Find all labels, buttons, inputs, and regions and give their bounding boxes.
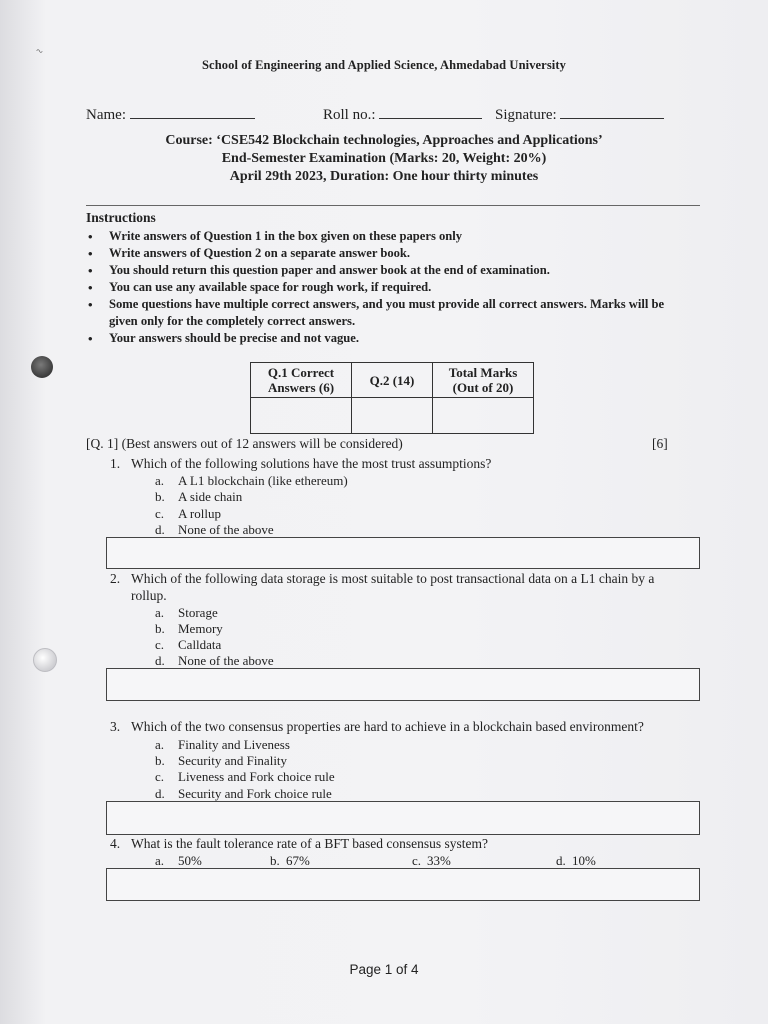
option-text: 33%	[427, 853, 451, 868]
option-letter: d.	[155, 786, 165, 801]
option-text: Calldata	[178, 637, 222, 652]
option-letter: c.	[155, 506, 165, 521]
q1-heading	[86, 436, 403, 452]
exam-date: April 29th 2023, Duration: One hour thirty minutes	[229, 169, 539, 184]
instruction-item: • Write answers of Question 1 in the box given on these papers only	[88, 228, 688, 245]
name-label: Name:	[86, 107, 126, 123]
option-letter: b.	[270, 853, 280, 868]
marks-header-q2: Q.2 (14)	[352, 363, 433, 398]
option-text: None of the above	[178, 653, 274, 668]
question-text-cont: rollup.	[131, 588, 167, 603]
option-letter: d.	[556, 853, 566, 868]
answer-box-2[interactable]	[106, 668, 700, 701]
answer-box-1[interactable]	[106, 537, 700, 569]
q1-note: (Best answers out of 12 answers will be considered)	[121, 436, 403, 451]
punch-hole-bottom	[33, 648, 57, 672]
option-text: Security and Finality	[178, 753, 288, 768]
roll-blank	[379, 106, 482, 119]
roll-label: Roll no.:	[323, 107, 376, 123]
name-field	[86, 106, 255, 124]
punch-hole-top	[31, 356, 53, 378]
question-text: What is the fault tolerance rate of a BFT based consensus system?	[131, 836, 489, 851]
question-number: 1.	[110, 456, 121, 471]
course-title: Course: ‘CSE542 Blockchain technologies, Approaches and Applications’	[165, 133, 603, 148]
signature-blank	[560, 106, 664, 119]
instruction-item: • Your answers should be precise and not vague.	[88, 330, 688, 347]
instructions-title: Instructions	[86, 210, 156, 225]
option-letter: d.	[155, 522, 165, 537]
question-text: Which of the two consensus properties are hard to achieve in a blockchain based environment?	[131, 719, 644, 734]
answer-box-4[interactable]	[106, 868, 700, 901]
option-letter: a.	[155, 737, 165, 752]
signature-field	[495, 106, 664, 124]
signature-label: Signature:	[495, 107, 557, 123]
name-blank	[130, 106, 255, 119]
option-text: 67%	[286, 853, 310, 868]
institution-title: School of Engineering and Applied Science, Ahmedabad University	[202, 58, 566, 72]
scan-mark: ~	[33, 43, 46, 59]
marks-table	[250, 362, 534, 434]
option-letter: b.	[155, 621, 165, 636]
question-number: 4.	[110, 836, 121, 851]
option-text: A rollup	[178, 506, 221, 521]
option-text: Liveness and Fork choice rule	[178, 769, 335, 784]
instruction-item: • You can use any available space for rough work, if required.	[88, 279, 688, 296]
option-letter: a.	[155, 853, 165, 868]
instruction-item: • You should return this question paper and answer book at the end of examination.	[88, 262, 688, 279]
option-text: Finality and Liveness	[178, 737, 290, 752]
exam-title: End-Semester Examination (Marks: 20, Weight: 20%)	[221, 151, 547, 166]
option-letter: a.	[155, 473, 165, 488]
q1-marks: [6]	[652, 436, 668, 451]
question-number: 2.	[110, 571, 121, 586]
option-text: 50%	[178, 853, 202, 868]
marks-cell-q1[interactable]	[251, 398, 352, 434]
q1-label: [Q. 1]	[86, 436, 119, 451]
roll-field	[323, 106, 482, 124]
option-letter: b.	[155, 753, 165, 768]
question-number: 3.	[110, 719, 121, 734]
marks-cell-q2[interactable]	[352, 398, 433, 434]
option-letter: a.	[155, 605, 165, 620]
option-text: None of the above	[178, 522, 274, 537]
marks-header-q1: Q.1 Correct Answers (6)	[251, 363, 352, 398]
option-text: A side chain	[178, 489, 243, 504]
marks-header-total: Total Marks (Out of 20)	[433, 363, 534, 398]
option-text: Storage	[178, 605, 218, 620]
option-letter: b.	[155, 489, 165, 504]
page-number: Page 1 of 4	[349, 962, 419, 977]
option-text: Security and Fork choice rule	[178, 786, 332, 801]
option-letter: c.	[412, 853, 422, 868]
option-text: 10%	[572, 853, 596, 868]
option-text: A L1 blockchain (like ethereum)	[178, 473, 348, 488]
divider	[86, 205, 700, 206]
option-letter: c.	[155, 769, 165, 784]
instruction-item: • Some questions have multiple correct answers, and you must provide all correct answers. Marks will be given only for the completely correct answers.	[88, 296, 688, 330]
option-letter: d.	[155, 653, 165, 668]
marks-cell-total[interactable]	[433, 398, 534, 434]
question-text: Which of the following data storage is most suitable to post transactional data on a L1 chain by a	[131, 571, 655, 586]
question-text: Which of the following solutions have the most trust assumptions?	[131, 456, 492, 471]
option-letter: c.	[155, 637, 165, 652]
instruction-item: • Write answers of Question 2 on a separate answer book.	[88, 245, 688, 262]
answer-box-3[interactable]	[106, 801, 700, 835]
option-text: Memory	[178, 621, 223, 636]
instructions-list	[88, 228, 688, 347]
